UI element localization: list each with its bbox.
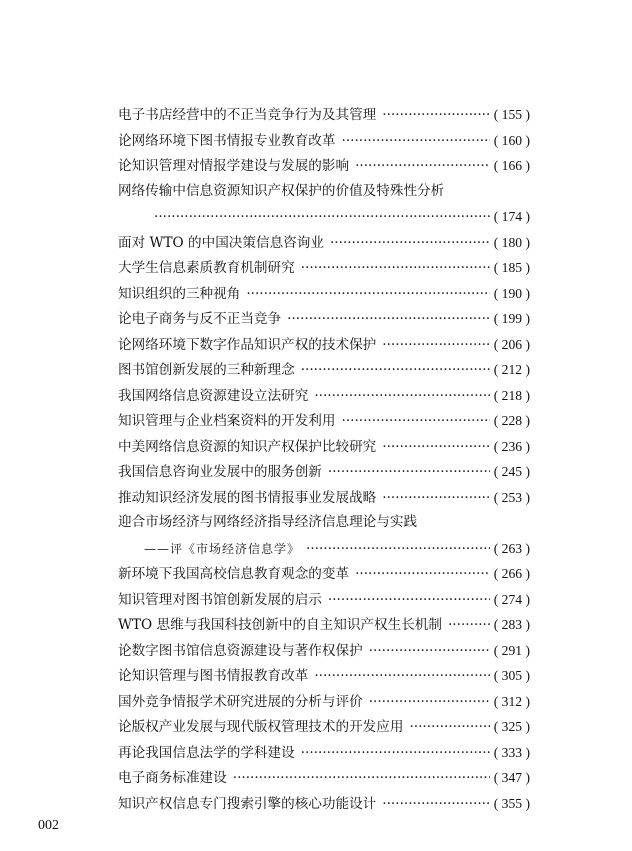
toc-page-number: ( 185 ): [493, 260, 530, 275]
dot-leader: [246, 282, 489, 308]
toc-entry-title: 论知识管理与图书情报教育改革: [118, 668, 309, 684]
toc-entry: [118, 638, 530, 664]
toc-entry-title-line: [118, 179, 530, 205]
toc-entry: [118, 332, 530, 358]
toc-entry: [118, 357, 530, 383]
toc-entry: [118, 612, 530, 638]
toc-entry: [118, 255, 530, 281]
dot-leader: [306, 537, 490, 563]
dot-leader: [330, 231, 490, 257]
dot-leader: [409, 715, 489, 741]
dot-leader: [382, 435, 489, 461]
toc-entry: [118, 383, 530, 409]
dot-leader: [355, 154, 490, 180]
toc-entry: [118, 536, 530, 562]
dot-leader: [382, 792, 489, 818]
toc-page-number: ( 312 ): [493, 693, 530, 709]
dot-leader: [154, 205, 490, 231]
toc-entry-subtitle: ——评《市场经济信息学》: [144, 541, 301, 556]
toc-page-number: ( 274 ): [493, 591, 530, 607]
toc-page-number: ( 212 ): [493, 362, 530, 377]
toc-page-number: ( 305 ): [493, 668, 530, 683]
dot-leader: [328, 588, 490, 614]
toc-page-number: ( 166 ): [493, 158, 530, 173]
toc-entry-title: 网络传输中信息资源知识产权保护的价值及特殊性分析: [118, 182, 445, 199]
toc-page-number: ( 263 ): [493, 540, 530, 556]
dot-leader: [448, 613, 490, 639]
toc-entry: [118, 408, 530, 434]
toc-page-number: ( 228 ): [493, 413, 530, 428]
dot-leader: [301, 358, 490, 384]
toc-entry-title: 知识管理与企业档案资料的开发利用: [118, 413, 336, 429]
toc-entry: [118, 281, 530, 307]
toc-entry-title: 推动知识经济发展的图书情报事业发展战略: [118, 489, 377, 506]
toc-page-number: ( 347 ): [493, 770, 530, 785]
toc-entry: [118, 306, 530, 332]
dot-leader: [314, 384, 489, 410]
toc-page-number: ( 253 ): [493, 489, 530, 505]
toc-page-number: ( 355 ): [493, 795, 530, 811]
toc-entry-title: 论版权产业发展与现代版权管理技术的开发应用: [118, 719, 404, 735]
toc-page-number: ( 236 ): [493, 438, 530, 454]
dot-leader: [287, 307, 490, 333]
toc-entry-title: 电子书店经营中的不正当竞争行为及其管理: [118, 107, 377, 123]
dot-leader: [301, 741, 490, 767]
toc-entry: [118, 740, 530, 766]
toc-entry: [118, 663, 530, 689]
toc-page-number: ( 174 ): [493, 209, 530, 224]
toc-entry-title: 中美网络信息资源的知识产权保护比较研究: [118, 438, 377, 455]
toc-page-number: ( 155 ): [493, 107, 530, 122]
toc-entry: [118, 434, 530, 460]
toc-page-number: ( 190 ): [493, 285, 530, 301]
toc-entry-title: 论知识管理对情报学建设与发展的影响: [118, 158, 350, 174]
toc-entry-title: 知识管理对图书馆创新发展的启示: [118, 591, 322, 608]
toc-entry-title: WTO 思维与我国科技创新中的自主知识产权生长机制: [118, 617, 442, 633]
dot-leader: [369, 690, 490, 716]
toc-entry: [118, 689, 530, 715]
toc-entry-title: 再论我国信息法学的学科建设: [118, 744, 295, 761]
toc-page-number: ( 266 ): [493, 566, 530, 581]
toc-entry: [118, 485, 530, 511]
toc-entry-title: 电子商务标准建设: [118, 770, 227, 786]
toc-entry: [118, 102, 530, 128]
toc-entry-title: 新环境下我国高校信息教育观念的变革: [118, 566, 350, 582]
toc-entry: [118, 765, 530, 791]
toc-entry-title: 迎合市场经济与网络经济指导经济信息理论与实践: [118, 514, 418, 530]
toc-entry-title-line: [118, 510, 530, 536]
toc-entry: [118, 587, 530, 613]
page-number: 002: [38, 818, 59, 833]
dot-leader: [233, 766, 490, 792]
table-of-contents: [118, 102, 530, 816]
toc-entry-title: 我国网络信息资源建设立法研究: [118, 387, 309, 404]
dot-leader: [301, 256, 490, 282]
toc-page-number: ( 325 ): [493, 719, 530, 734]
dot-leader: [314, 664, 489, 690]
toc-page-number: ( 180 ): [493, 234, 530, 250]
toc-entry-title: 知识产权信息专门搜索引擎的核心功能设计: [118, 795, 377, 812]
toc-entry-title: 图书馆创新发展的三种新理念: [118, 362, 295, 378]
dot-leader: [355, 562, 490, 588]
dot-leader: [342, 409, 490, 435]
toc-page-number: ( 245 ): [493, 464, 530, 479]
dot-leader: [369, 639, 490, 665]
toc-entry: [118, 128, 530, 154]
toc-page-number: ( 206 ): [493, 336, 530, 352]
toc-entry: [118, 204, 530, 230]
toc-page-number: ( 283 ): [493, 617, 530, 632]
dot-leader: [342, 129, 490, 155]
toc-entry-title: 论电子商务与反不正当竞争: [118, 311, 282, 327]
dot-leader: [328, 460, 490, 486]
toc-entry-title: 国外竞争情报学术研究进展的分析与评价: [118, 693, 363, 710]
toc-page-number: ( 160 ): [493, 132, 530, 148]
dot-leader: [382, 486, 489, 512]
toc-entry-title: 知识组织的三种视角: [118, 285, 241, 302]
toc-page-number: ( 291 ): [493, 642, 530, 658]
toc-entry: [118, 561, 530, 587]
toc-entry-title: 论网络环境下数字作品知识产权的技术保护: [118, 336, 377, 353]
toc-page-number: ( 333 ): [493, 744, 530, 760]
toc-entry-title: 论数字图书馆信息资源建设与著作权保护: [118, 642, 363, 659]
toc-entry-title: 大学生信息素质教育机制研究: [118, 260, 295, 276]
toc-entry: [118, 714, 530, 740]
toc-entry-title: 我国信息咨询业发展中的服务创新: [118, 464, 322, 480]
toc-entry: [118, 153, 530, 179]
toc-entry-title: 论网络环境下图书情报专业教育改革: [118, 132, 336, 149]
toc-page-number: ( 218 ): [493, 387, 530, 403]
toc-entry: [118, 230, 530, 256]
toc-entry: [118, 791, 530, 817]
toc-entry: [118, 459, 530, 485]
dot-leader: [382, 333, 489, 359]
dot-leader: [382, 103, 489, 129]
toc-page-number: ( 199 ): [493, 311, 530, 326]
toc-entry-title: 面对 WTO 的中国决策信息咨询业: [118, 234, 324, 251]
